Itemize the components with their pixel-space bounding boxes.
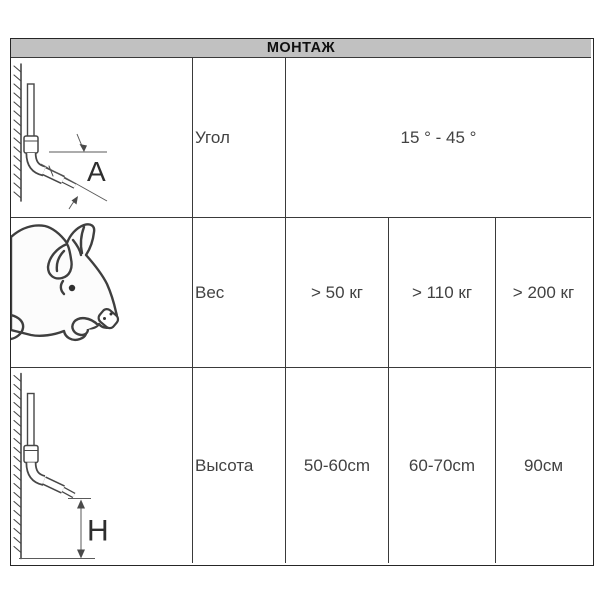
table-title-text: МОНТАЖ [266, 40, 336, 56]
pig-icon [11, 218, 192, 367]
weight-value-2: > 110 кг [411, 282, 473, 302]
angle-value: 15 ° - 45 ° [400, 127, 477, 147]
height-value-cell-1 [286, 368, 389, 563]
mounting-table [10, 38, 594, 566]
nipple-drinker-angle-icon [11, 58, 192, 217]
height-label-cell [193, 368, 286, 563]
height-value-cell-2 [389, 368, 496, 563]
height-illustration-cell [11, 368, 193, 563]
height-value-2: 60-70cm [408, 455, 476, 475]
angle-label-cell [193, 58, 286, 218]
weight-label: Вес [195, 282, 225, 302]
weight-value-cell-3 [496, 218, 591, 368]
angle-label: Угол [195, 127, 230, 147]
weight-value-cell-1 [286, 218, 389, 368]
height-label: Высота [195, 455, 254, 475]
nipple-drinker-height-icon [11, 368, 192, 563]
height-value-3: 90см [523, 455, 564, 475]
height-value-cell-3 [496, 368, 591, 563]
height-letter: H [87, 514, 109, 548]
angle-illustration-cell [11, 58, 193, 218]
weight-value-cell-2 [389, 218, 496, 368]
weight-value-1: > 50 кг [311, 282, 363, 302]
weight-value-3: > 200 кг [512, 282, 575, 302]
angle-letter: A [87, 156, 106, 187]
angle-value-cell [286, 58, 591, 218]
pig-illustration-cell [11, 218, 193, 368]
height-value-1: 50-60cm [303, 455, 371, 475]
table-title [11, 39, 591, 58]
weight-label-cell [193, 218, 286, 368]
